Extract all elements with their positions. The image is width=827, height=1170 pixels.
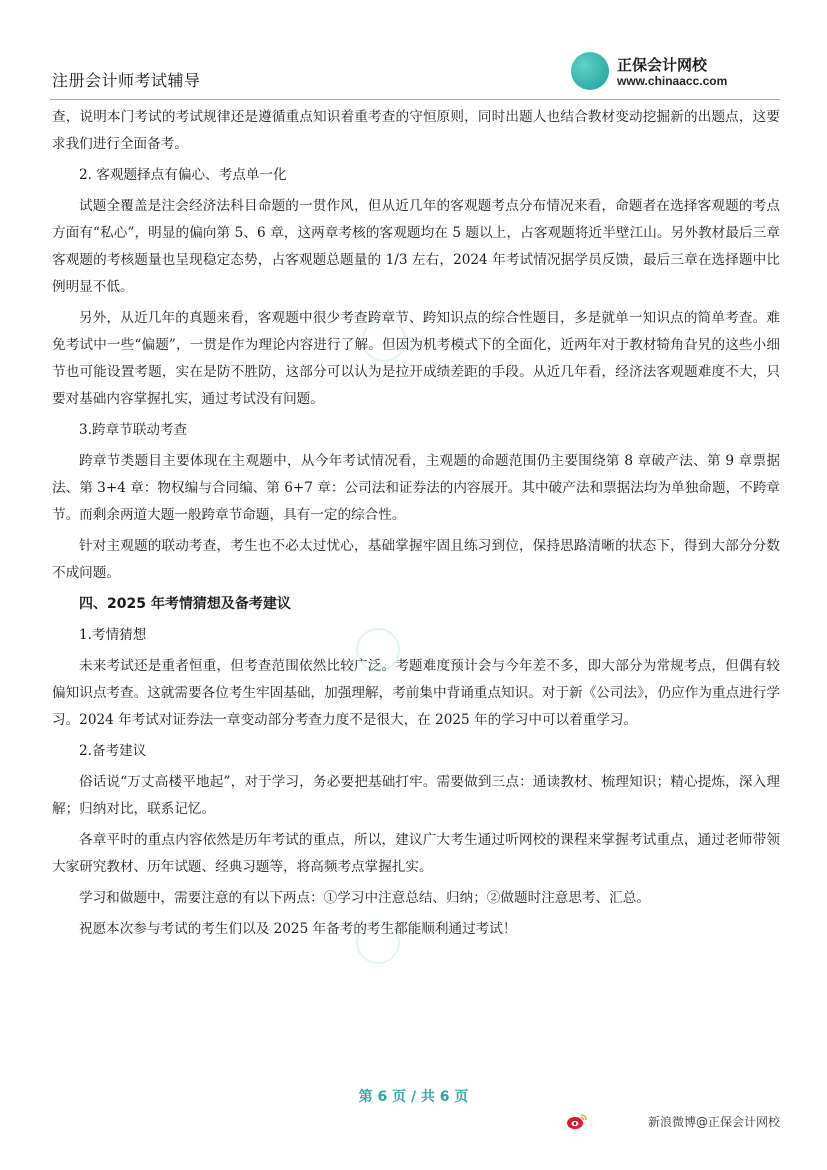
logo-name: 正保会计网校 xyxy=(617,56,708,74)
paragraph: 3.跨章节联动考查 xyxy=(79,422,188,438)
section-heading: 四、2025 年考情猜想及备考建议 xyxy=(79,596,291,612)
logo-url: www.chinaacc.com xyxy=(617,74,728,88)
weibo-icon xyxy=(566,1112,588,1130)
paragraph: 学习和做题中，需要注意的有以下两点：①学习中注意总结、归纳；②做题时注意思考、汇总。 xyxy=(79,890,650,906)
paragraph: 祝愿本次参与考试的考生们以及 2025 年备考的考生都能顺利通过考试！ xyxy=(79,921,517,937)
paragraph: 针对主观题的联动考查，考生也不必太过忧心，基础掌握牢固且练习到位，保持思路清晰的状态下，得到大部分分数不成问题。 xyxy=(52,538,780,581)
page-number: 第 6 页 / 共 6 页 xyxy=(358,1089,469,1105)
logo-emblem-icon xyxy=(571,52,609,90)
paragraph: 2. 客观题择点有偏心、考点单一化 xyxy=(79,167,287,183)
chinaacc-logo xyxy=(571,52,771,96)
paragraph: 未来考试还是重者恒重，但考查范围依然比较广泛。考题难度预计会与今年差不多，即大部分为常规考点，但偶有较偏知识点考查。这就需要各位考生牢固基础，加强理解，考前集中背诵重点知识。对于新《公司法》，仍应作为重点进行学习。2024 年考试对证券法一章变动部分考查力度不是很大，在 2025 年的学习中可以着重学习。 xyxy=(52,658,780,728)
document-body xyxy=(52,104,780,947)
paragraph: 2.备考建议 xyxy=(79,743,147,759)
header-divider xyxy=(50,99,780,100)
paragraph: 查，说明本门考试的考试规律还是遵循重点知识着重考查的守恒原则，同时出题人也结合教材变动挖掘新的出题点，这要求我们进行全面备考。 xyxy=(52,109,780,152)
paragraph: 俗话说“万丈高楼平地起”，对于学习，务必要把基础打牢。需要做到三点：通读教材、梳理知识；精心提炼，深入理解；归纳对比，联系记忆。 xyxy=(52,774,780,817)
paragraph: 试题全覆盖是注会经济法科目命题的一贯作风，但从近几年的客观题考点分布情况来看，命题者在选择客观题的考点方面有“私心”，明显的偏向第 5、6 章，这两章考核的客观题均在 5 题以上，占客观题将近半壁江山。另外教材最后三章客观题的考核题量也呈现稳定态势，占客观题总题量的 1/3 左右，2024 年考试情况据学员反馈，最后三章在选择题中比例明显不低。 xyxy=(52,198,780,295)
weibo-account: 新浪微博@正保会计网校 xyxy=(648,1115,781,1129)
paragraph: 各章平时的重点内容依然是历年考试的重点，所以，建议广大考生通过听网校的课程来掌握考试重点，通过老师带领大家研究教材、历年试题、经典习题等，将高频考点掌握扎实。 xyxy=(52,832,780,875)
paragraph: 1.考情猜想 xyxy=(79,627,147,643)
page-header-title: 注册会计师考试辅导 xyxy=(52,71,201,90)
paragraph: 跨章节类题目主要体现在主观题中，从今年考试情况看，主观题的命题范围仍主要围绕第 8 章破产法、第 9 章票据法、第 3+4 章：物权编与合同编、第 6+7 章：公司法和证券法的内容展开。其中破产法和票据法均为单独命题，不跨章节。而剩余两道大题一般跨章节命题，具有一定的综合性。 xyxy=(52,453,780,523)
paragraph: 另外，从近几年的真题来看，客观题中很少考查跨章节、跨知识点的综合性题目，多是就单一知识点的简单考查。难免考试中一些“偏题”，一贯是作为理论内容进行了解。但因为机考模式下的全面化，近两年对于教材犄角旮旯的这些小细节也可能设置考题，实在是防不胜防，这部分可以认为是拉开成绩差距的手段。从近几年看，经济法客观题难度不大，只要对基础内容掌握扎实，通过考试没有问题。 xyxy=(52,310,780,407)
